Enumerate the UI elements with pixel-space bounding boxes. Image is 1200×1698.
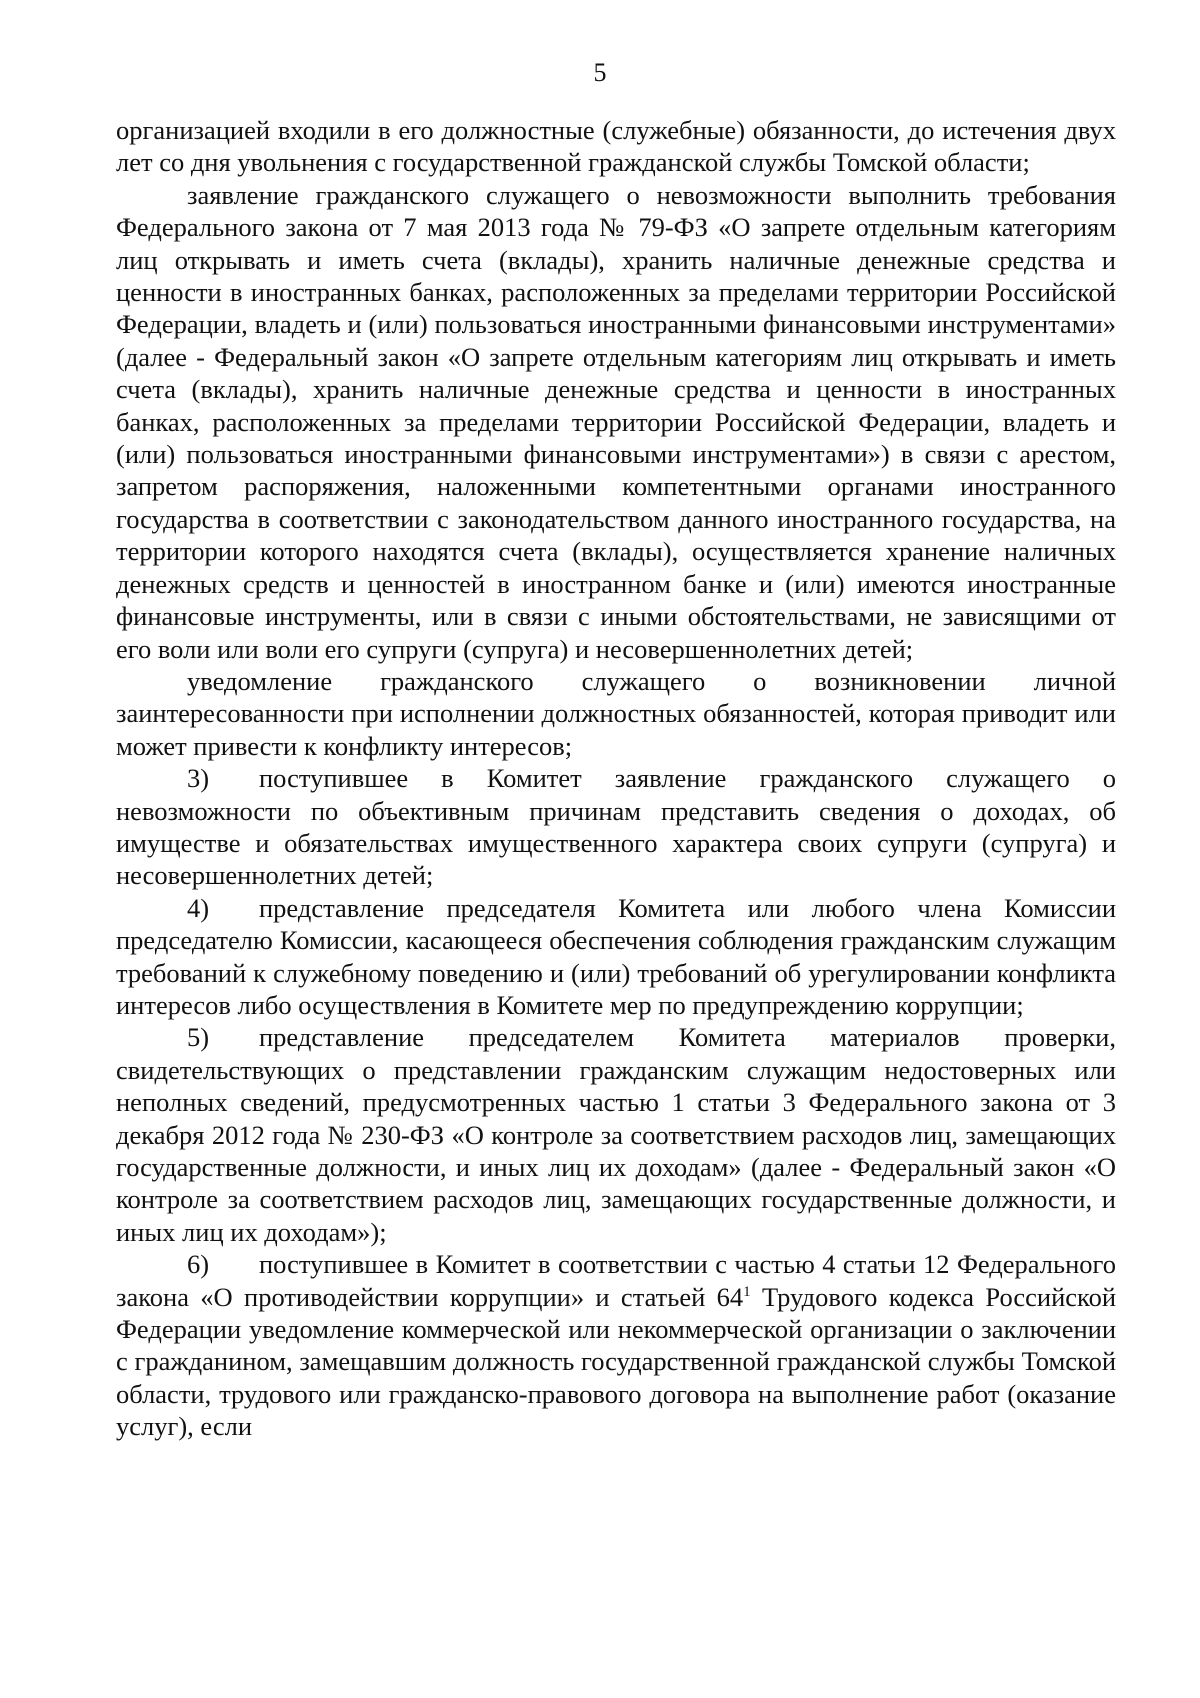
- document-body: [116, 114, 1116, 1443]
- paragraph-continuation: организацией входили в его должностные (служебные) обязанности, до истечения двух лет со дня увольнения с государственной гражданской службы Томской области;: [116, 115, 1116, 178]
- paragraph-statement-foreign-accounts: заявление гражданского служащего о невозможности выполнить требования Федерального закона от 7 мая 2013 года № 79-ФЗ «О запрете отдельным категориям лиц открывать и иметь счета (вклады), хранить наличные денежные средства и ценности в иностранных банках, расположенных за пределами территории Российской Федерации, владеть и (или) пользоваться иностранными финансовыми инструментами» (далее - Федеральный закон «О запрете отдельным категориям лиц открывать и иметь счета (вклады), хранить наличные денежные средства и ценности в иностранных банках, расположенных за пределами территории Российской Федерации, владеть и (или) пользоваться иностранными финансовыми инструментами») в связи с арестом, запретом распоряжения, наложенными компетентными органами иностранного государства в соответствии с законодательством данного иностранного государства, на территории которого находятся счета (вклады), осуществляется хранение наличных денежных средств и ценностей в иностранном банке и (или) имеются иностранные финансовые инструменты, или в связи с иными обстоятельствами, не зависящими от его воли или воли его супруги (супруга) и несовершеннолетних детей;: [116, 179, 1116, 664]
- item-text: представление председателя Комитета или любого члена Комиссии председателю Комиссии, касающееся обеспечения соблюдения гражданским служащим требований к служебному поведению и (или) требований об урегулировании конфликта интересов либо осуществления в Комитете мер по предупреждению коррупции;: [116, 892, 1116, 1020]
- item-number: 5): [187, 1022, 210, 1053]
- paragraph-item-3: [116, 762, 1116, 892]
- item-text: представление председателем Комитета материалов проверки, свидетельствующих о представлении гражданским служащим недостоверных или неполных сведений, предусмотренных частью 1 статьи 3 Федерального закона от 3 декабря 2012 года № 230-ФЗ «О контроле за соответствием расходов лиц, замещающих государственные должности, и иных лиц их доходам» (далее - Федеральный закон «О контроле за соответствием расходов лиц, замещающих государственные должности, и иных лиц их доходам»);: [116, 1022, 1116, 1247]
- item-text: поступившее в Комитет заявление гражданского служащего о невозможности по объективным причинам представить сведения о доходах, об имуществе и обязательствах имущественного характера своих супруги (супруга) и несовершеннолетних детей;: [116, 763, 1116, 891]
- paragraph-item-4: [116, 892, 1116, 1022]
- paragraph-item-5: [116, 1021, 1116, 1248]
- item-text-end: Трудового кодекса Российской Федерации уведомление коммерческой или некоммерческой организации о заключении с гражданином, замещавшим должность государственной гражданской службы Томской области, трудового или гражданско-правового договора на выполнение работ (оказание услуг), если: [116, 1281, 1116, 1442]
- paragraph-conflict-notice: уведомление гражданского служащего о возникновении личной заинтересованности при исполнении должностных обязанностей, которая приводит или может привести к конфликту интересов;: [116, 665, 1116, 761]
- item-number: 3): [187, 763, 210, 794]
- page-number: 5: [593, 58, 607, 87]
- paragraph-item-6: [116, 1248, 1116, 1442]
- superscript: 1: [743, 1283, 751, 1300]
- item-number: 6): [187, 1249, 210, 1280]
- item-number: 4): [187, 892, 210, 923]
- item-text-start: поступившее в Комитет в соответствии с частью 4 статьи 12 Федерального закона «О противодействии коррупции» и статьей 64: [116, 1249, 1116, 1312]
